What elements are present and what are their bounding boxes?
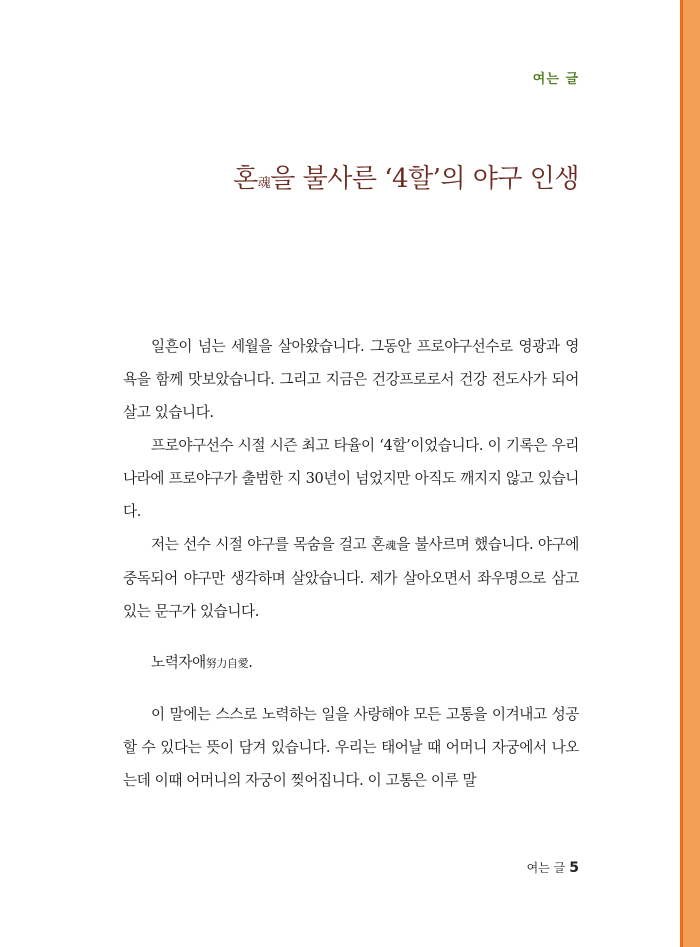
body-text	[123, 330, 579, 797]
paragraph-3-after: 을 불사르며 했습니다. 야구에 중독되어 야구만 생각하며 살았습니다. 제가 살아오면서 좌우명으로 삼고 있는 문구가 있습니다.	[123, 536, 579, 620]
title-part2: 을 불사른 ‘4할’의 야구 인생	[270, 164, 579, 194]
chapter-title	[233, 158, 579, 195]
footer-label: 여는 글	[526, 861, 566, 875]
page-footer	[527, 859, 579, 876]
motto-korean: 노력자애	[151, 654, 206, 671]
motto-end: .	[248, 654, 253, 671]
motto	[123, 646, 579, 680]
paragraph-4: 이 말에는 스스로 노력하는 일을 사랑해야 모든 고통을 이겨내고 성공할 수 있다는 뜻이 담겨 있습니다. 우리는 태어날 때 어머니 자궁에서 나오는데 이때 어머니의 자궁이 찢어집니다. 이 고통은 이루 말	[123, 706, 579, 789]
title-hanja: 魂	[257, 176, 271, 191]
paragraph-3-before: 저는 선수 시절 야구를 목숨을 걸고 혼	[151, 536, 385, 553]
section-label: 여는 글	[532, 72, 579, 87]
motto-hanja: 努力自愛	[205, 657, 249, 670]
paragraph-1: 일흔이 넘는 세월을 살아왔습니다. 그동안 프로야구선수로 영광과 영욕을 함께 맛보았습니다. 그리고 지금은 건강프로로서 건강 전도사가 되어 살고 있습니다.	[123, 338, 579, 421]
page-number: 5	[569, 860, 579, 876]
paragraph-2: 프로야구선수 시절 시즌 최고 타율이 ‘4할’이었습니다. 이 기록은 우리나라에 프로야구가 출범한 지 30년이 넘었지만 아직도 깨지지 않고 있습니다.	[123, 437, 579, 520]
book-spine-edge	[680, 0, 700, 947]
title-part1: 혼	[233, 164, 258, 194]
paragraph-3-hanja: 魂	[384, 539, 397, 552]
paragraph-3	[123, 528, 579, 628]
